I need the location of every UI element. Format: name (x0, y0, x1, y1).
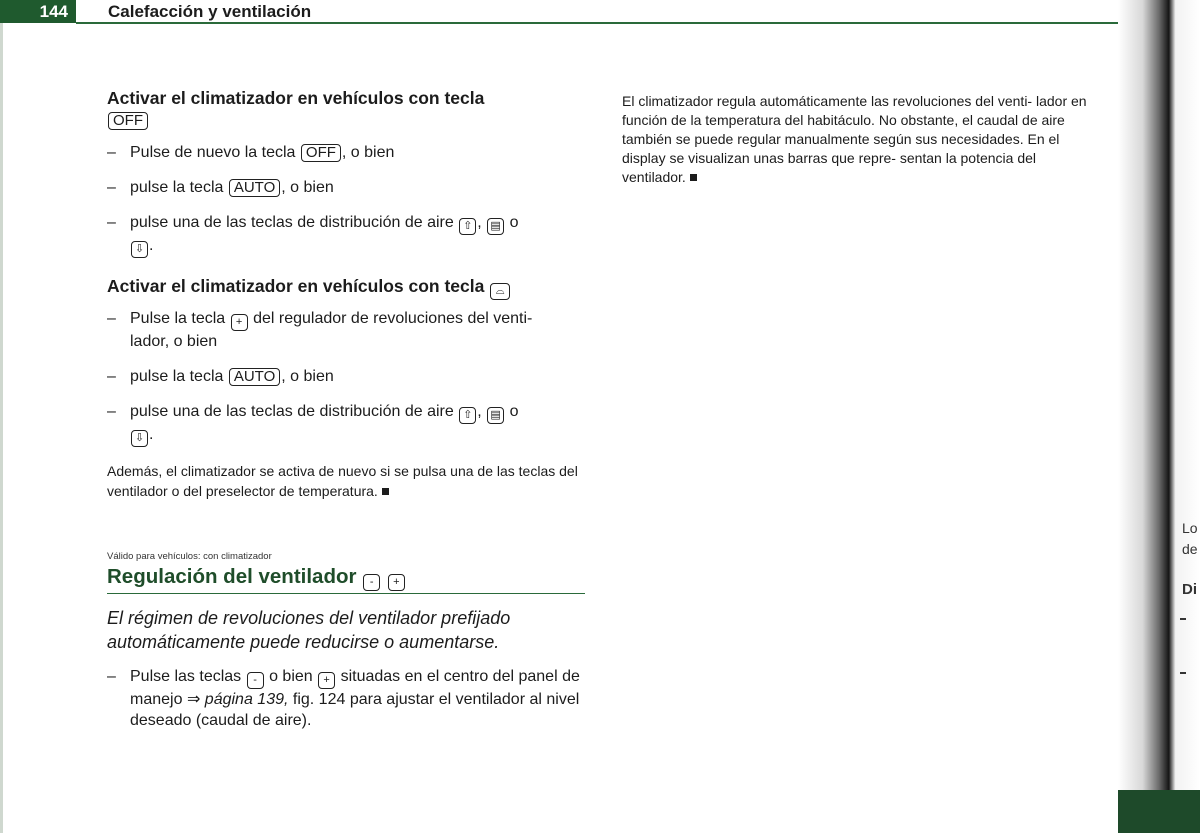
off-key: OFF (108, 112, 148, 130)
left-column (107, 88, 585, 745)
auto-key: AUTO (229, 368, 280, 386)
arrow-down-airflow-icon: ⇩ (131, 241, 148, 258)
list-item: – pulse la tecla AUTO , o bien (107, 368, 334, 385)
chapter-title: Calefacción y ventilación (108, 2, 312, 21)
item-text: , o bien (281, 179, 334, 196)
section-title-fan-regulation (107, 564, 585, 594)
item-text: fig. 124 para ajustar el ventilador al nivel deseado (caudal de aire). (130, 691, 580, 729)
plus-key: + (388, 574, 405, 591)
comma: , (477, 214, 482, 231)
conjunction: o (505, 214, 519, 231)
conjunction: o (505, 403, 519, 420)
arrow-up-airflow-icon: ⇧ (459, 218, 476, 235)
paragraph-text: El climatizador regula automáticamente las revoluciones del venti- lador en función de la temperatura del habitáculo. No obstante, el caudal de aire también se puede regular manualmente según sus necesidades. En el display se visualizan unas barras que repre- sentan la potencia del ventilador. (622, 93, 1087, 185)
period: . (149, 237, 154, 254)
minus-key: - (247, 672, 264, 689)
item-text: Pulse la tecla (130, 310, 226, 327)
off-key: OFF (301, 144, 341, 162)
minus-key: - (363, 574, 380, 591)
arrow-right-icon: ⇒ (186, 691, 201, 708)
list-item: – pulse una de las teclas de distribución de aire ⇧ , ▤ o ⇩ . (107, 212, 585, 258)
heading-text: Regulación del ventilador (107, 565, 357, 588)
heading-text: Activar el climatizador en vehículos con tecla (107, 276, 485, 296)
note-text: Además, el climatizador se activa de nuevo si se pulsa una de las teclas del ventilador o del preselector de temperatura. (107, 463, 578, 499)
page-number: 144 (0, 0, 76, 23)
edge-fragment: Lo (1182, 520, 1198, 536)
auto-key: AUTO (229, 179, 280, 197)
list-item: – Pulse las teclas - o bien + situadas en el centro del panel de manejo ⇒ página 139, fig. 124 para ajustar el ventilador al nivel deseado (caudal de aire). (107, 668, 580, 729)
item-text: , o bien (281, 368, 334, 385)
period: . (149, 426, 154, 443)
plus-key: + (318, 672, 335, 689)
plus-key: + (231, 314, 248, 331)
item-text: o bien (269, 668, 313, 685)
comma: , (477, 403, 482, 420)
item-text: pulse una de las teclas de distribución de aire (130, 214, 454, 231)
edge-fragment: Di (1182, 581, 1197, 598)
item-text: Pulse las teclas (130, 668, 242, 685)
header-divider (76, 22, 1200, 24)
edge-mark (1180, 672, 1186, 674)
section-heading-off (107, 88, 585, 130)
item-text: situadas en el centro del panel de manejo (130, 668, 580, 708)
list-item: – Pulse de nuevo la tecla OFF , o bien (107, 144, 395, 161)
heading-text: Activar el climatizador en vehículos con tecla (107, 88, 485, 108)
list-item: – pulse la tecla AUTO , o bien (107, 179, 334, 196)
end-square-icon (690, 174, 697, 181)
validity-note: Válido para vehículos: con climatizador (107, 551, 272, 562)
body-paragraph (622, 92, 1097, 187)
item-text: pulse la tecla (130, 368, 224, 385)
adjacent-page-green-bar (1118, 790, 1200, 833)
fan-icon: ⌓ (490, 283, 510, 300)
list-item: – pulse una de las teclas de distribución de aire ⇧ , ▤ o ⇩ . (107, 401, 585, 447)
list-item: – Pulse la tecla + del regulador de revoluciones del venti- lador, o bien (107, 310, 533, 350)
lead-paragraph: El régimen de revoluciones del ventilador prefijado automáticamente puede reducirse o aumentarse. (107, 608, 511, 652)
windshield-defrost-icon: ▤ (487, 218, 504, 235)
arrow-down-airflow-icon: ⇩ (131, 430, 148, 447)
page-edge (0, 0, 3, 833)
item-text: lador, o bien (130, 333, 218, 350)
windshield-defrost-icon: ▤ (487, 407, 504, 424)
item-text: , o bien (341, 144, 395, 161)
item-text: Pulse de nuevo la tecla (130, 144, 296, 161)
arrow-up-airflow-icon: ⇧ (459, 407, 476, 424)
end-square-icon (382, 488, 389, 495)
book-spine (1118, 0, 1200, 833)
section-heading-fan (107, 276, 585, 300)
right-column (622, 92, 1097, 187)
item-text: pulse la tecla (130, 179, 224, 196)
item-text: pulse una de las teclas de distribución de aire (130, 403, 454, 420)
edge-mark (1180, 618, 1186, 620)
edge-fragment: de (1182, 541, 1198, 557)
item-text: del regulador de revoluciones del venti- (253, 310, 533, 327)
page-reference-link[interactable]: página 139, (204, 691, 289, 708)
note-paragraph (107, 461, 585, 501)
